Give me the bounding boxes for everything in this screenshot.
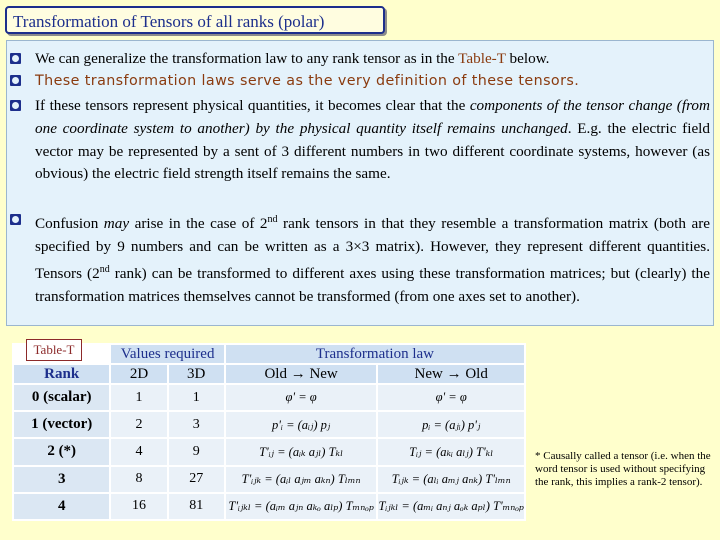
- rank-header: Rank: [14, 365, 109, 383]
- law-old-new: T'ᵢⱼₖₗ = (aᵢₘ aⱼₙ aₖₒ aₗₚ) Tₘₙₒₚ: [226, 494, 377, 519]
- value-2d: 2: [111, 412, 166, 437]
- law-old-new: p'ᵢ = (aᵢⱼ) pⱼ: [226, 412, 377, 437]
- value-2d: 1: [111, 385, 166, 410]
- bullet-marker-icon: [10, 214, 21, 225]
- law-new-old: φ' = φ: [378, 385, 524, 410]
- law-new-old: Tᵢⱼₖ = (aₗᵢ aₘⱼ aₙₖ) T'ₗₘₙ: [378, 467, 524, 492]
- slide-title: Transformation of Tensors of all ranks (polar): [5, 6, 385, 34]
- table-row: [14, 467, 524, 492]
- bullet-2-text: These transformation laws serve as the very definition of these tensors.: [35, 73, 580, 89]
- col-3d-header: 3D: [169, 365, 224, 383]
- tensor-table: [12, 343, 526, 521]
- value-2d: 8: [111, 467, 166, 492]
- bullet-1-pre: We can generalize the transformation law to any rank tensor as in the: [35, 50, 459, 67]
- bullet-4-a: Confusion: [35, 215, 104, 233]
- value-3d: 3: [169, 412, 224, 437]
- bullet-4-sup1: nd: [267, 214, 278, 225]
- bullet-4-sup2: nd: [99, 263, 110, 275]
- bullet-4-b: arise in the case of 2: [129, 215, 268, 233]
- bullet-3-post: . E.g. the electric field vector may be represented by a sent of 3 different numbers in two different coordinate systems, however (as obvious) the electric field strength itself remains the same.: [35, 119, 711, 183]
- law-old-new: T'ᵢⱼ = (aᵢₖ aⱼₗ) Tₖₗ: [226, 439, 377, 464]
- transformation-law-header: Transformation law: [226, 345, 524, 363]
- bullet-marker-icon: [10, 53, 21, 64]
- bullet-marker-icon: [10, 75, 21, 86]
- col-new-old-header: New → Old: [378, 365, 524, 383]
- rank-cell: 0 (scalar): [14, 385, 109, 410]
- law-new-old: Tᵢⱼ = (aₖᵢ aₗⱼ) T'ₖₗ: [378, 439, 524, 464]
- col-2d-header: 2D: [111, 365, 166, 383]
- bullet-4: [10, 209, 710, 308]
- value-3d: 1: [169, 385, 224, 410]
- bullet-marker-icon: [10, 100, 21, 111]
- values-required-header: Values required: [111, 345, 223, 363]
- rank-cell: 1 (vector): [14, 412, 109, 437]
- law-new-old: pᵢ = (aⱼᵢ) p'ⱼ: [378, 412, 524, 437]
- value-3d: 27: [169, 467, 224, 492]
- table-row: [14, 385, 524, 410]
- value-3d: 9: [169, 439, 224, 464]
- value-2d: 16: [111, 494, 166, 519]
- law-old-new: T'ᵢⱼₖ = (aᵢₗ aⱼₘ aₖₙ) Tₗₘₙ: [226, 467, 377, 492]
- bullet-2: [10, 70, 710, 93]
- bullet-3-italic: components of the tensor change (from one coordinate system to another) by the physical quantity itself remains unchanged: [35, 97, 710, 137]
- value-3d: 81: [169, 494, 224, 519]
- bullet-4-d: rank) can be transformed to different axes using these transformation matrices; but (clearly) the transformation matrices themselves cannot be transformed (from one axes set to another).: [35, 264, 710, 305]
- col-old-new-header: Old → New: [226, 365, 377, 383]
- bullet-3: [10, 95, 710, 186]
- bullet-3-pre: If these tensors represent physical quantities, it becomes clear that the: [35, 97, 470, 114]
- table-tag-label: Table-T: [26, 339, 82, 361]
- table-row: [14, 439, 524, 464]
- bullet-4-may: may: [103, 215, 130, 233]
- table-row: [14, 412, 524, 437]
- rank-cell: 4: [14, 494, 109, 519]
- law-new-old: Tᵢⱼₖₗ = (aₘᵢ aₙⱼ aₒₖ aₚₗ) T'ₘₙₒₚ: [378, 494, 524, 519]
- law-old-new: φ' = φ: [226, 385, 377, 410]
- bullet-1: [10, 48, 710, 71]
- table-row: [14, 494, 524, 519]
- bullet-1-post: below.: [505, 50, 550, 67]
- bullet-4-c: rank tensors in that they resemble a transformation matrix (both are specified by 9 numbers and can be written as a 3×3 matrix). However, they represent different quantities. Tensors (2: [35, 215, 710, 282]
- value-2d: 4: [111, 439, 166, 464]
- rank-cell: 2 (*): [14, 439, 109, 464]
- footnote: * Causally called a tensor (i.e. when the word tensor is used without specifying the rank, this implies a rank-2 tensor).: [535, 450, 711, 488]
- rank-cell: 3: [14, 467, 109, 492]
- table-reference: Table-T: [458, 50, 506, 67]
